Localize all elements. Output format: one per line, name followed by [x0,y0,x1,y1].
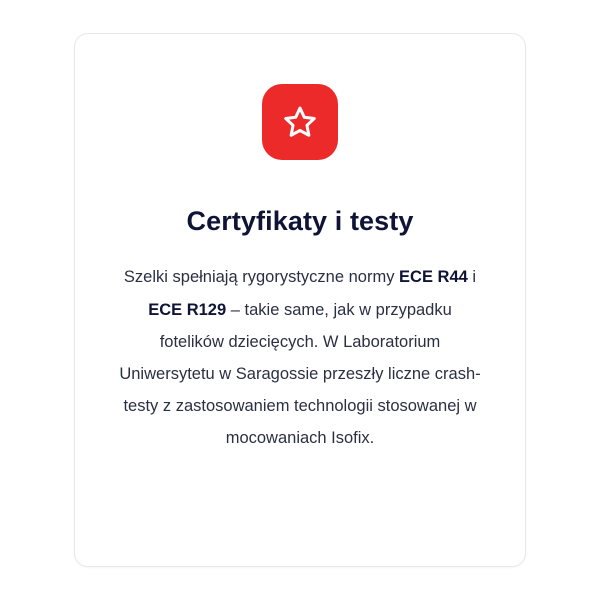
body-text-run: – takie same, jak w przypadku fotelików dziecięcych. W Laboratorium Uniwersytetu w Saragossie przeszły liczne crash-testy z zastosowaniem technologii stosowanej w mocowaniach Isofix. [119,300,481,448]
standard-name: ECE R44 [399,268,468,287]
card-title: Certyfikaty i testy [186,206,414,236]
star-icon-badge [262,84,338,160]
star-icon [281,103,319,141]
card-body-text [115,261,485,454]
standard-name: ECE R129 [148,300,227,319]
body-text-run: i [467,268,477,287]
body-text-run: Szelki spełniają rygorystyczne normy [123,268,400,287]
certificates-card [74,33,526,567]
